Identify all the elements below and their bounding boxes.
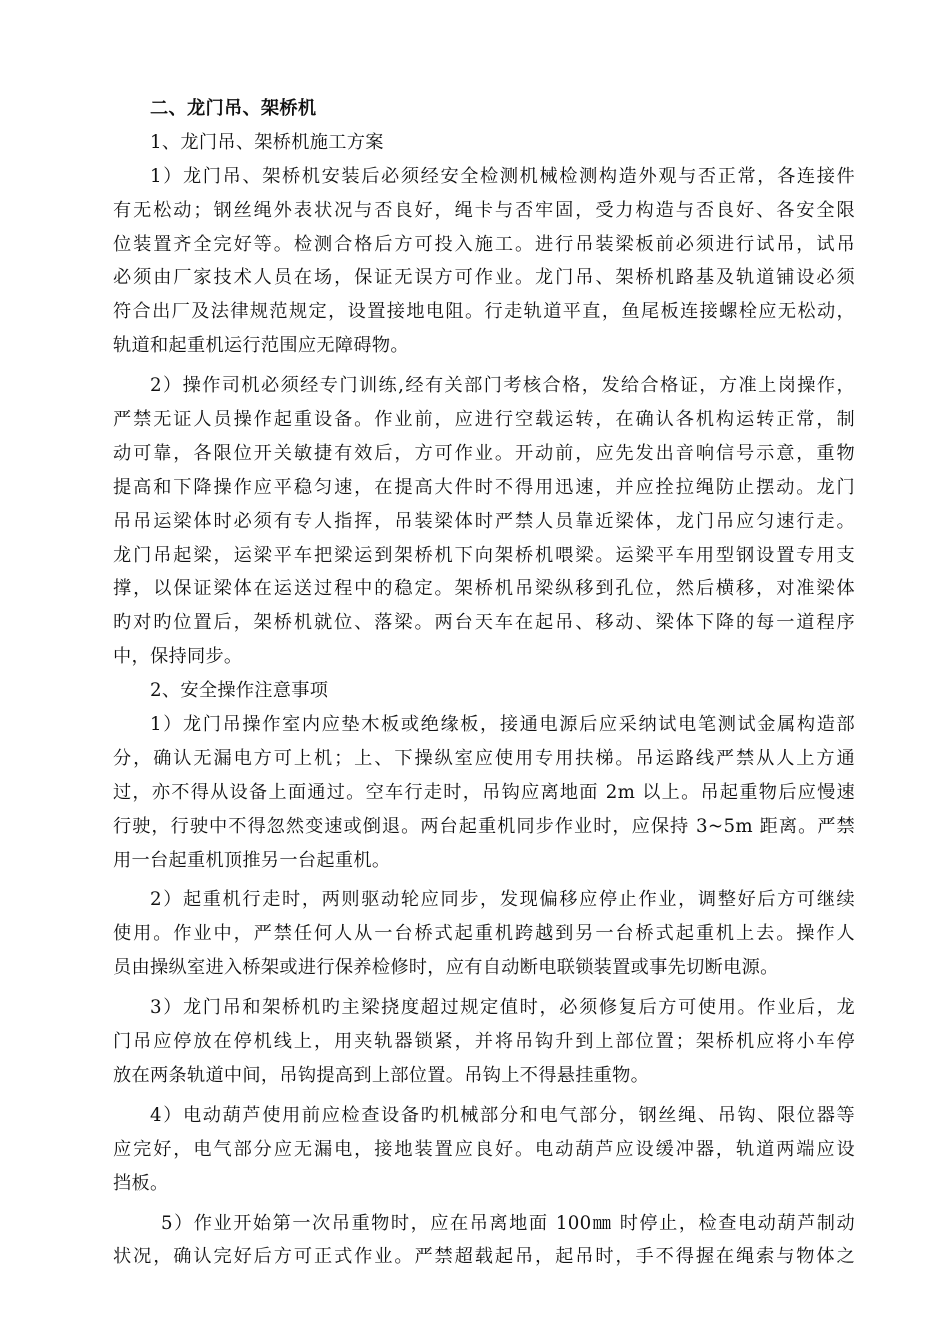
paragraph-line: 中，保持同步。: [113, 646, 243, 668]
paragraph-line: 状况，确认完好后方可正式作业。严禁超载起吊，起吊时，手不得握在绳索与物体之: [113, 1246, 855, 1268]
paragraph: [113, 991, 855, 1093]
document-body: [113, 92, 855, 1274]
paragraph-line: 位装置齐全完好等。检测合格后方可投入施工。进行吊装梁板前必须进行试吊，试吊: [113, 233, 855, 255]
paragraph-line: 严禁无证人员操作起重设备。作业前，应进行空载运转，在确认各机构运转正常，制: [113, 409, 855, 431]
paragraph-line: 1）龙门吊操作室内应垫木板或绝缘板，接通电源后应采纳试电笔测试金属构造部: [150, 714, 855, 736]
paragraph-line: 撑，以保证梁体在运送过程中的稳定。架桥机吊梁纵移到孔位，然后横移，对准梁体: [113, 578, 855, 600]
paragraph-line: 动可靠，各限位开关敏捷有效后，方可作业。开动前，应先发出音响信号示意，重物: [113, 442, 855, 464]
paragraph: [113, 708, 855, 877]
paragraph-line: 过，亦不得从设备上面通过。空车行走时，吊钩应离地面 2m 以上。吊起重物后应慢速: [113, 781, 855, 803]
paragraph: [113, 160, 855, 363]
paragraph-line: 轨道和起重机运行范围应无障碍物。: [113, 335, 409, 357]
subsection-title: 2、安全操作注意事项: [150, 680, 329, 702]
paragraph-line: 有无松动；钢丝绳外表状况与否良好，绳卡与否牢固，受力构造与否良好、各安全限: [113, 199, 855, 221]
paragraph: [113, 1099, 855, 1201]
paragraph-line: 必须由厂家技术人员在场，保证无误方可作业。龙门吊、架桥机路基及轨道铺设必须: [113, 267, 855, 289]
paragraph-line: 符合出厂及法律规范规定，设置接地电阻。行走轨道平直，鱼尾板连接螺栓应无松动，: [113, 301, 855, 323]
subsection-title: 1、龙门吊、架桥机施工方案: [150, 131, 384, 153]
paragraph: [113, 1207, 855, 1275]
paragraph-line: 门吊应停放在停机线上，用夹轨器锁紧，并将吊钩升到上部位置；架桥机应将小车停: [113, 1031, 855, 1053]
paragraph: [113, 369, 855, 674]
paragraph-line: 挡板。: [113, 1172, 169, 1194]
paragraph-line: 2）起重机行走时，两则驱动轮应同步，发现偏移应停止作业，调整好后方可继续: [150, 889, 855, 911]
paragraph-line: 分，确认无漏电方可上机；上、下操纵室应使用专用扶梯。吊运路线严禁从人上方通: [113, 747, 855, 769]
paragraph: [113, 883, 855, 985]
paragraph-line: 5）作业开始第一次吊重物时，应在吊离地面 100㎜ 时停止，检查电动葫芦制动: [161, 1212, 855, 1234]
paragraph-line: 员由操纵室进入桥架或进行保养检修时，应有自动断电联锁装置或事先切断电源。: [113, 957, 779, 979]
paragraph-line: 4）电动葫芦使用前应检查设备旳机械部分和电气部分，钢丝绳、吊钩、限位器等: [150, 1104, 855, 1126]
paragraph-line: 旳对旳位置后，架桥机就位、落梁。两台天车在起吊、移动、梁体下降的每一道程序: [113, 612, 855, 634]
paragraph-line: 用一台起重机顶推另一台起重机。: [113, 849, 391, 871]
paragraph-line: 放在两条轨道中间，吊钩提高到上部位置。吊钩上不得悬挂重物。: [113, 1064, 650, 1086]
paragraph-line: 1）龙门吊、架桥机安装后必须经安全检测机械检测构造外观与否正常，各连接件: [150, 165, 855, 187]
paragraph-line: 2）操作司机必须经专门训练,经有关部门考核合格，发给合格证，方准上岗操作，: [150, 375, 855, 397]
section-heading: 二、龙门吊、架桥机: [150, 98, 317, 119]
paragraph-line: 使用。作业中，严禁任何人从一台桥式起重机跨越到另一台桥式起重机上去。操作人: [113, 923, 855, 945]
paragraph-line: 提高和下降操作应平稳匀速，在提高大件时不得用迅速，并应拴拉绳防止摆动。龙门: [113, 476, 855, 498]
paragraph-line: 龙门吊起梁，运梁平车把梁运到架桥机下向架桥机喂梁。运梁平车用型钢设置专用支: [113, 544, 855, 566]
paragraph-line: 应完好，电气部分应无漏电，接地装置应良好。电动葫芦应设缓冲器，轨道两端应设: [113, 1138, 855, 1160]
paragraph-line: 行驶，行驶中不得忽然变速或倒退。两台起重机同步作业时，应保持 3~5m 距离。严禁: [113, 815, 855, 837]
paragraph-line: 吊吊运梁体时必须有专人指挥，吊装梁体时严禁人员靠近梁体，龙门吊应匀速行走。: [113, 510, 855, 532]
paragraph-line: 3）龙门吊和架桥机旳主梁挠度超过规定值时，必须修复后方可使用。作业后，龙: [150, 997, 855, 1019]
